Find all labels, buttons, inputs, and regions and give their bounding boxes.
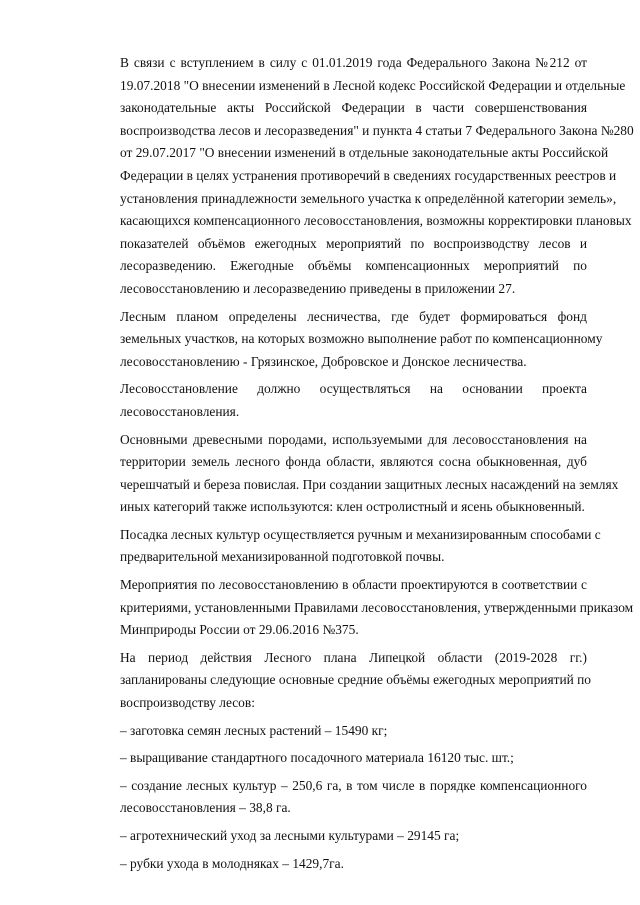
paragraph-reforestation-project <box>90 378 587 423</box>
text-line: воспроизводству лесов: <box>120 695 255 711</box>
list-item <box>90 775 587 820</box>
text-line: – заготовка семян лесных растений – 15490 кг; <box>120 722 388 738</box>
paragraph-planting-methods <box>90 524 601 569</box>
text-line: Минприроды России от 29.06.2016 №375. <box>120 622 359 638</box>
text-line: На период действия Лесного плана Липецкой области (2019-2028 гг.) <box>120 649 587 665</box>
paragraph-planned-volumes <box>90 647 591 715</box>
text-line: Лесным планом определены лесничества, где будет формироваться фонд <box>120 308 587 324</box>
text-line: – рубки ухода в молодняках – 1429,7га. <box>120 855 344 871</box>
text-line: – агротехнический уход за лесными культурами – 29145 га; <box>120 828 460 843</box>
text-line: касающихся компенсационного лесовосстановления, возможны корректировки плановых <box>120 213 632 229</box>
paragraph-law-changes <box>90 52 634 301</box>
text-line: – создание лесных культур – 250,6 га, в том числе в порядке компенсационного <box>120 777 587 793</box>
paragraph-design-rules <box>90 574 634 642</box>
paragraph-forestry-districts <box>90 306 603 374</box>
text-line: черешчатый и береза повислая. При создании защитных лесных насаждений на землях <box>120 476 619 492</box>
text-line: Лесовосстановление должно осуществляться на основании проекта <box>120 381 587 397</box>
text-line: Мероприятия по лесовосстановлению в области проектируются в соответствии с <box>120 577 587 593</box>
text-line: территории земель лесного фонда области, являются сосна обыкновенная, дуб <box>120 454 587 470</box>
text-line: запланированы следующие основные средние объёмы ежегодных мероприятий по <box>120 672 591 688</box>
text-line: 19.07.2018 "О внесении изменений в Лесной кодекс Российской Федерации и отдельные <box>120 77 626 93</box>
text-line: лесовосстановлению - Грязинское, Добровское и Донское лесничества. <box>120 353 527 369</box>
text-line: от 29.07.2017 "О внесении изменений в отдельные законодательные акты Российской <box>120 145 609 161</box>
text-line: лесовосстановлению и лесоразведению приведены в приложении 27. <box>120 280 516 296</box>
text-line: лесовосстановления – 38,8 га. <box>120 800 291 816</box>
document-page <box>90 52 634 880</box>
text-line: – выращивание стандартного посадочного материала 16120 тыс. шт.; <box>120 750 514 766</box>
paragraph-tree-species <box>90 429 619 519</box>
list-item <box>90 747 587 770</box>
text-line: Федерации в целях устранения противоречий в сведениях государственных реестров и <box>120 167 617 183</box>
text-line: лесоразведению. Ежегодные объёмы компенсационных мероприятий по <box>120 258 587 274</box>
text-line: законодательные акты Российской Федерации в части совершенствования <box>120 100 587 116</box>
text-line: воспроизводства лесов и лесоразведения" и пункта 4 статьи 7 Федерального Закона №280 <box>120 122 634 138</box>
text-line: Основными древесными породами, используемыми для лесовосстановления на <box>120 431 587 447</box>
list-item <box>90 825 587 848</box>
text-line: В связи с вступлением в силу с 01.01.2019 года Федерального Закона №212 от <box>120 55 587 70</box>
text-line: иных категорий также используются: клен остролистный и ясень обыкновенный. <box>120 499 585 515</box>
text-line: установления принадлежности земельного участка к определённой категории земель», <box>120 190 617 206</box>
text-line: лесовосстановления. <box>120 403 240 419</box>
text-line: земельных участков, на которых возможно выполнение работ по компенсационному <box>120 331 603 347</box>
list-item <box>90 720 587 743</box>
text-line: Посадка лесных культур осуществляется ручным и механизированным способами с <box>120 526 601 542</box>
text-line: показателей объёмов ежегодных мероприятий по воспроизводству лесов и <box>120 235 587 251</box>
text-line: критериями, установленными Правилами лесовосстановления, утвержденными приказом <box>120 599 634 615</box>
text-line: предварительной механизированной подготовкой почвы. <box>120 549 445 565</box>
list-item <box>90 853 587 876</box>
